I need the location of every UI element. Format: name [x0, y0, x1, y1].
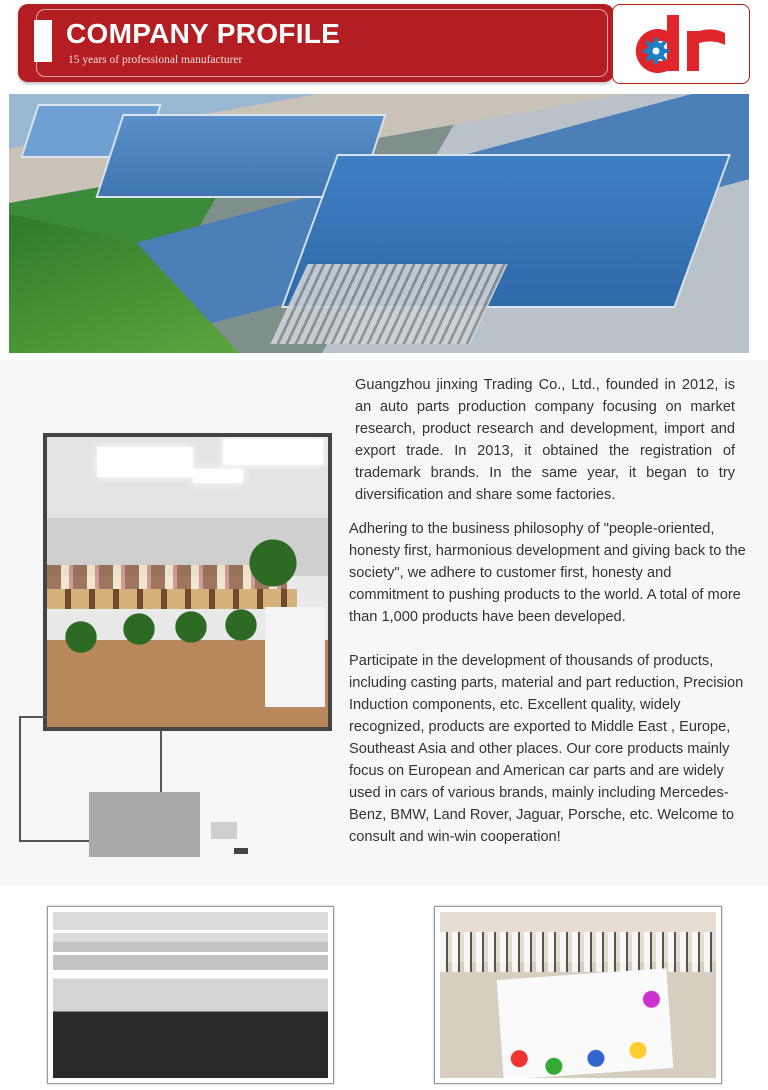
page-subtitle: 15 years of professional manufacturer — [68, 54, 243, 66]
philosophy-paragraph: Adhering to the business philosophy of "people-oriented, honesty first, harmonious development and giving back to the society", we adhere to customer first, honesty and commitment to pushing products to the world. A total of more than 1,000 products have been developed. — [349, 521, 746, 625]
office-reception-photo — [47, 437, 328, 727]
plant — [221, 605, 261, 645]
plant — [171, 607, 211, 647]
decor-block-small — [211, 822, 237, 839]
ceiling-light — [53, 952, 328, 955]
connector-line — [160, 731, 162, 792]
green-field — [9, 214, 239, 353]
team-photo-frame — [434, 906, 722, 1084]
banner-tab-marker — [34, 20, 52, 62]
decor-block — [89, 792, 200, 857]
intro-paragraph: Guangzhou jinxing Trading Co., Ltd., founded in 2012, is an auto parts production company focusing on market research, product research and development, import and export trade. In 2013, it obtained the registration of trademark brands. In the same year, it began to try diversification and share some factories. — [355, 377, 735, 503]
ceiling-light — [223, 439, 323, 465]
plant — [119, 609, 159, 649]
team-group — [440, 932, 716, 972]
handprint-banner — [497, 968, 674, 1078]
team-event-photo — [440, 912, 716, 1078]
ceiling-light — [97, 447, 193, 477]
parking-lot — [270, 264, 507, 344]
products-paragraph: Participate in the development of thousands of products, including casting parts, material and part reduction, Precision Induction components, etc. Excellent quality, widely recognized, products are exported to Middle East , Europe, Southeast Asia and other places. Our core products mainly focus on European and American car parts and are widely used in cars of various brands, mainly including Mercedes-Benz, BMW, Land Rover, Jaguar, Porsche, etc. Welcome to consult and win-win cooperation! — [349, 653, 744, 845]
brand-logo — [612, 4, 750, 84]
connector-line — [19, 716, 47, 718]
factory-aerial-photo — [9, 94, 749, 353]
ceiling-light — [53, 930, 328, 933]
plant — [61, 617, 101, 657]
decor-block-tiny — [234, 848, 248, 854]
open-office-photo — [53, 912, 328, 1078]
dr-gear-logo-icon — [629, 13, 733, 75]
connector-line — [19, 840, 89, 842]
workspace-photo-frame — [47, 906, 334, 1084]
ceiling-light — [193, 469, 243, 483]
connector-line — [19, 716, 21, 842]
reception-desk — [265, 607, 325, 707]
page-title: COMPANY PROFILE — [66, 18, 341, 49]
plant — [243, 533, 303, 593]
header-banner — [18, 4, 614, 82]
